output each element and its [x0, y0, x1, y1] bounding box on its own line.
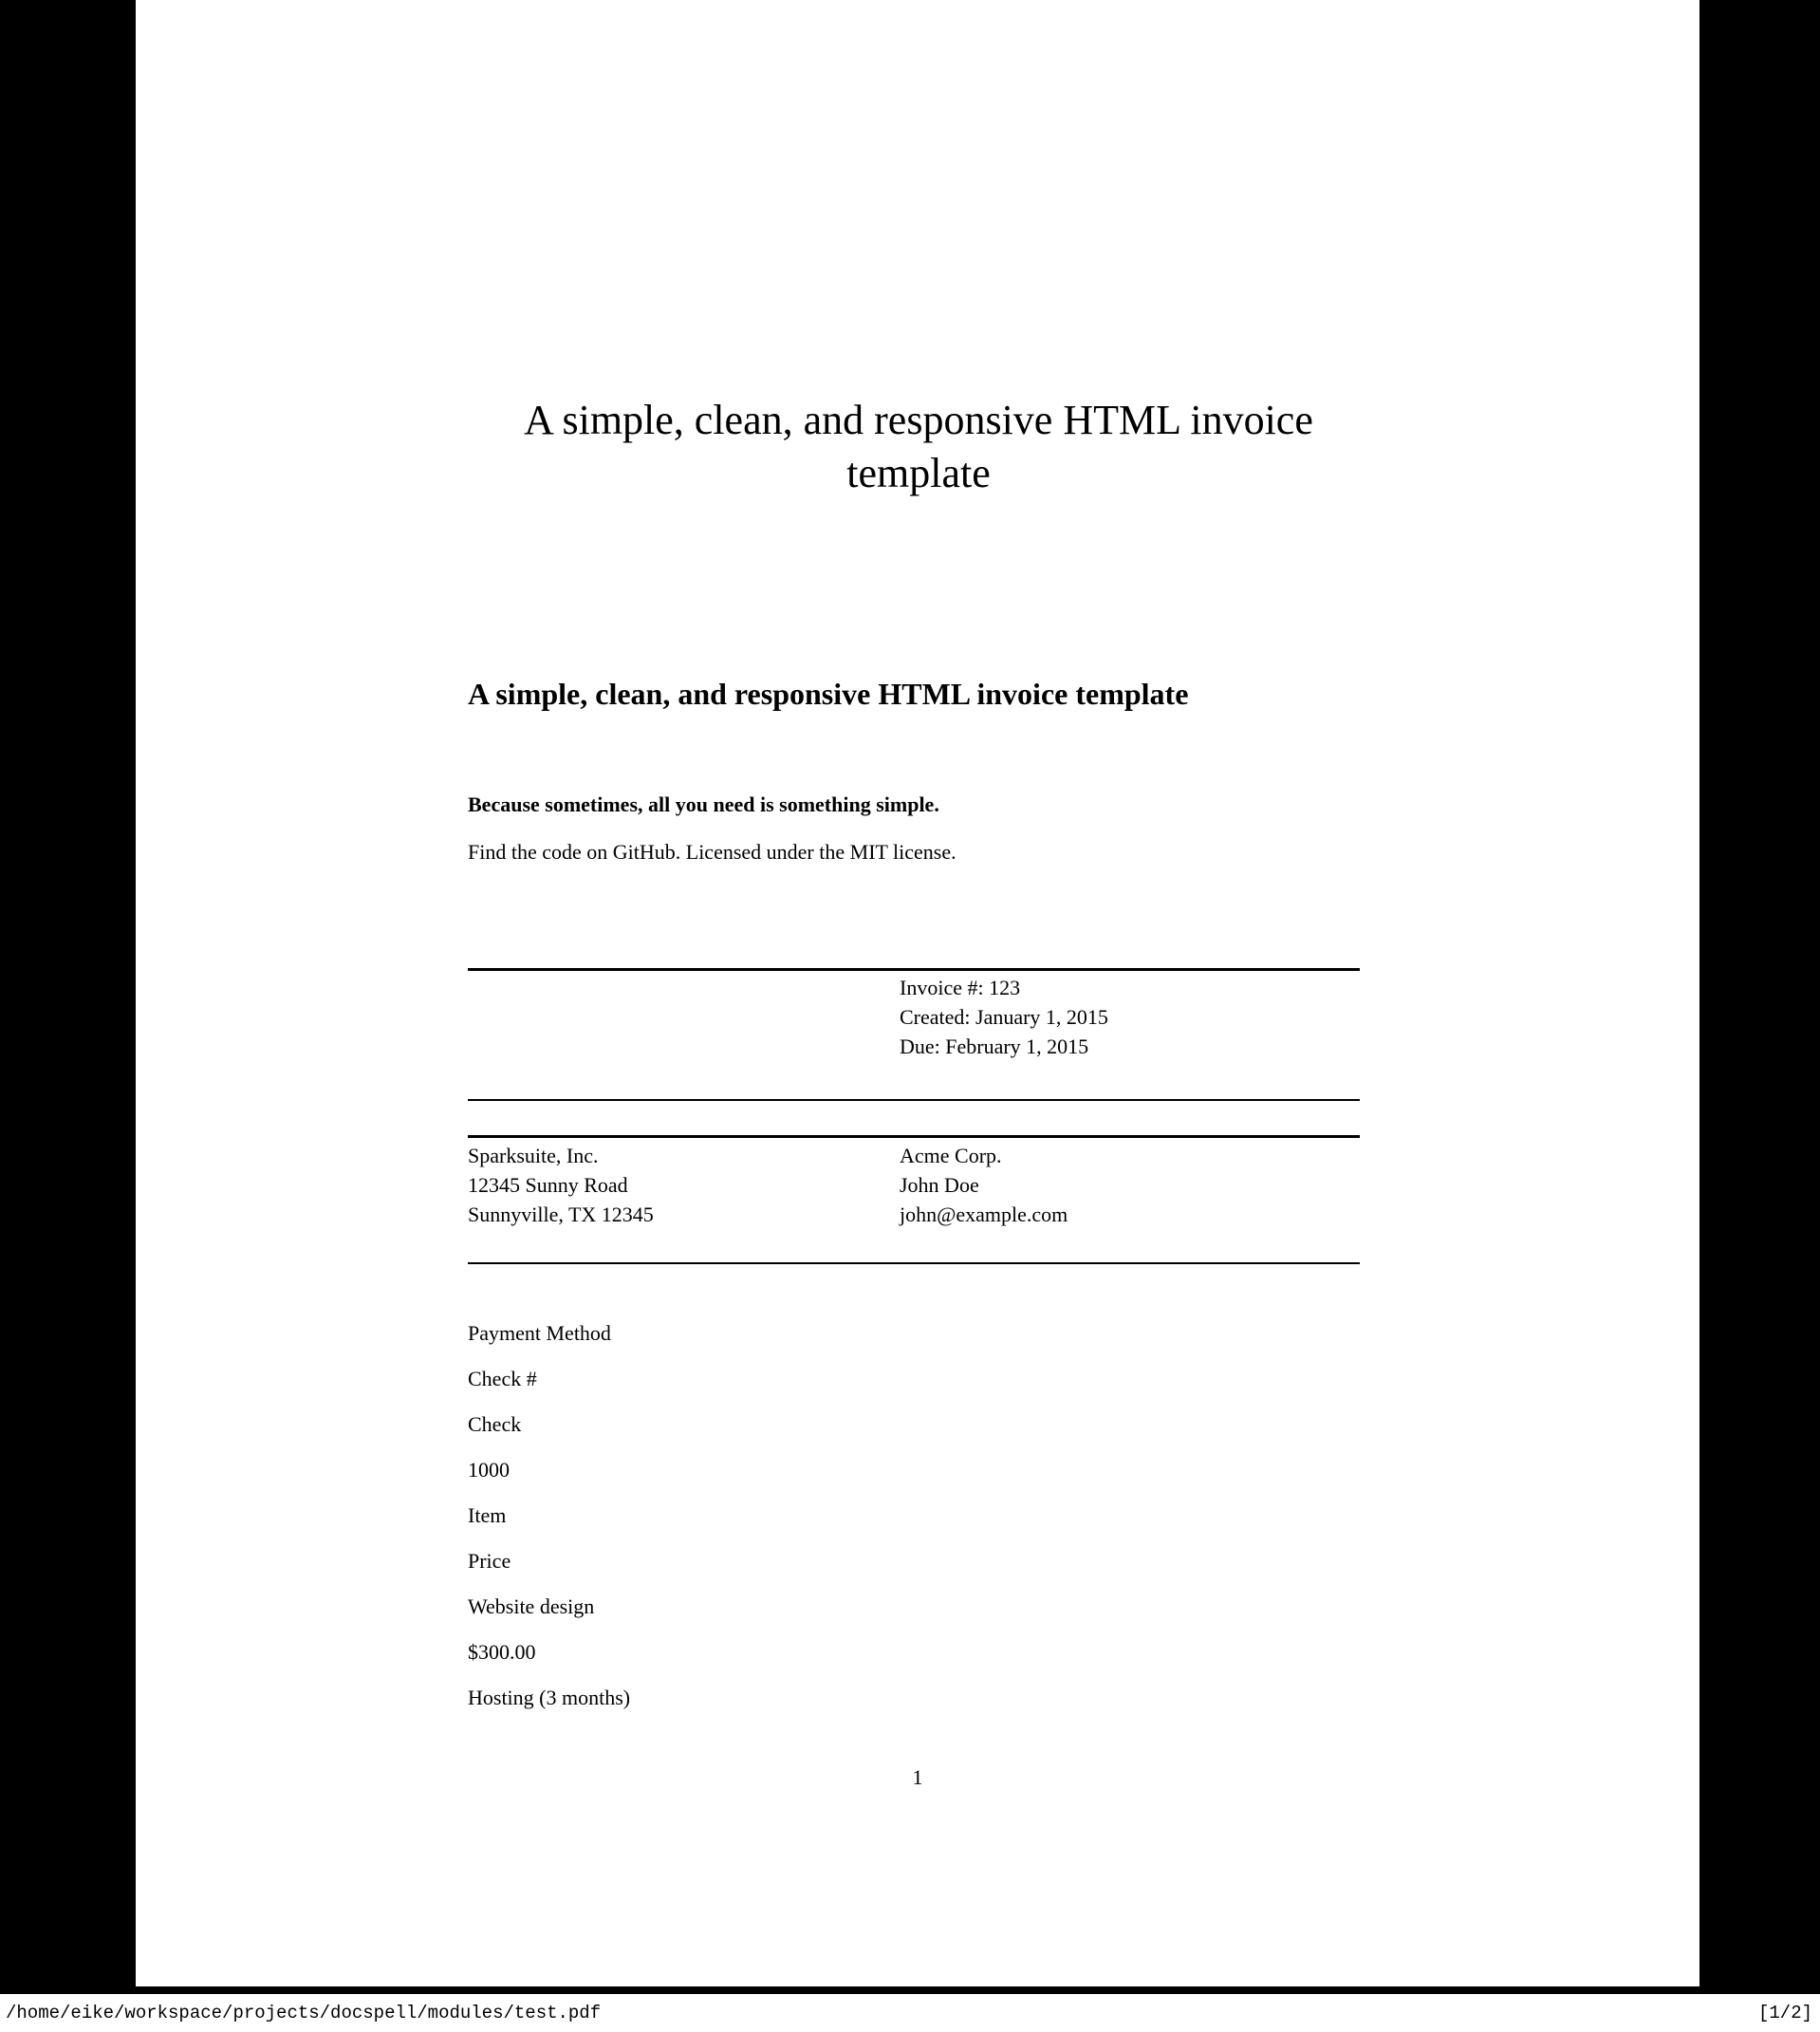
file-path: /home/eike/workspace/projects/docspell/modules/test.pdf [6, 2003, 602, 2023]
list-item: Price [468, 1549, 511, 1573]
party-table-bottom-rule [468, 1262, 1360, 1264]
list-item: Check # [468, 1367, 537, 1390]
invoice-parties-table [468, 1141, 1360, 1230]
meta-table-top-rule [468, 968, 1360, 971]
list-item: $300.00 [468, 1640, 536, 1664]
from-line-3: Sunnyville, TX 12345 [468, 1202, 654, 1227]
table-row [468, 973, 1360, 1062]
list-item: Check [468, 1412, 522, 1436]
party-from-cell [468, 1141, 900, 1230]
list-item: Website design [468, 1594, 595, 1618]
page-indicator: [1/2] [1757, 2003, 1812, 2023]
invoice-number: Invoice #: 123 [900, 976, 1021, 999]
meta-logo-cell [468, 973, 900, 1062]
page-number: 1 [912, 1765, 923, 1789]
document-title: A simple, clean, and responsive HTML invoice template [524, 397, 1313, 497]
list-item: Payment Method [468, 1321, 611, 1345]
section-heading: A simple, clean, and responsive HTML invoice template [468, 677, 1189, 711]
meta-info-cell [900, 973, 1360, 1062]
meta-table-bottom-rule [468, 1099, 1360, 1101]
party-to-cell [900, 1141, 1360, 1230]
table-row [468, 1141, 1360, 1230]
list-item: Item [468, 1503, 507, 1527]
invoice-due: Due: February 1, 2015 [900, 1035, 1089, 1059]
status-bar [0, 1994, 1820, 2032]
party-table-top-rule [468, 1135, 1360, 1138]
to-line-3: john@example.com [900, 1202, 1068, 1227]
from-line-1: Sparksuite, Inc. [468, 1144, 599, 1167]
to-line-1: Acme Corp. [900, 1144, 1002, 1167]
from-line-2: 12345 Sunny Road [468, 1173, 628, 1198]
pdf-page [136, 0, 1699, 1986]
intro-paragraph: Find the code on GitHub. Licensed under the MIT license. [468, 840, 956, 864]
subheading: Because sometimes, all you need is something simple. [468, 792, 939, 816]
to-line-2: John Doe [900, 1173, 979, 1198]
list-item: Hosting (3 months) [468, 1686, 631, 1709]
invoice-meta-table [468, 973, 1360, 1062]
invoice-created: Created: January 1, 2015 [900, 1005, 1108, 1030]
list-item: 1000 [468, 1458, 510, 1482]
document-body [136, 0, 1699, 1986]
